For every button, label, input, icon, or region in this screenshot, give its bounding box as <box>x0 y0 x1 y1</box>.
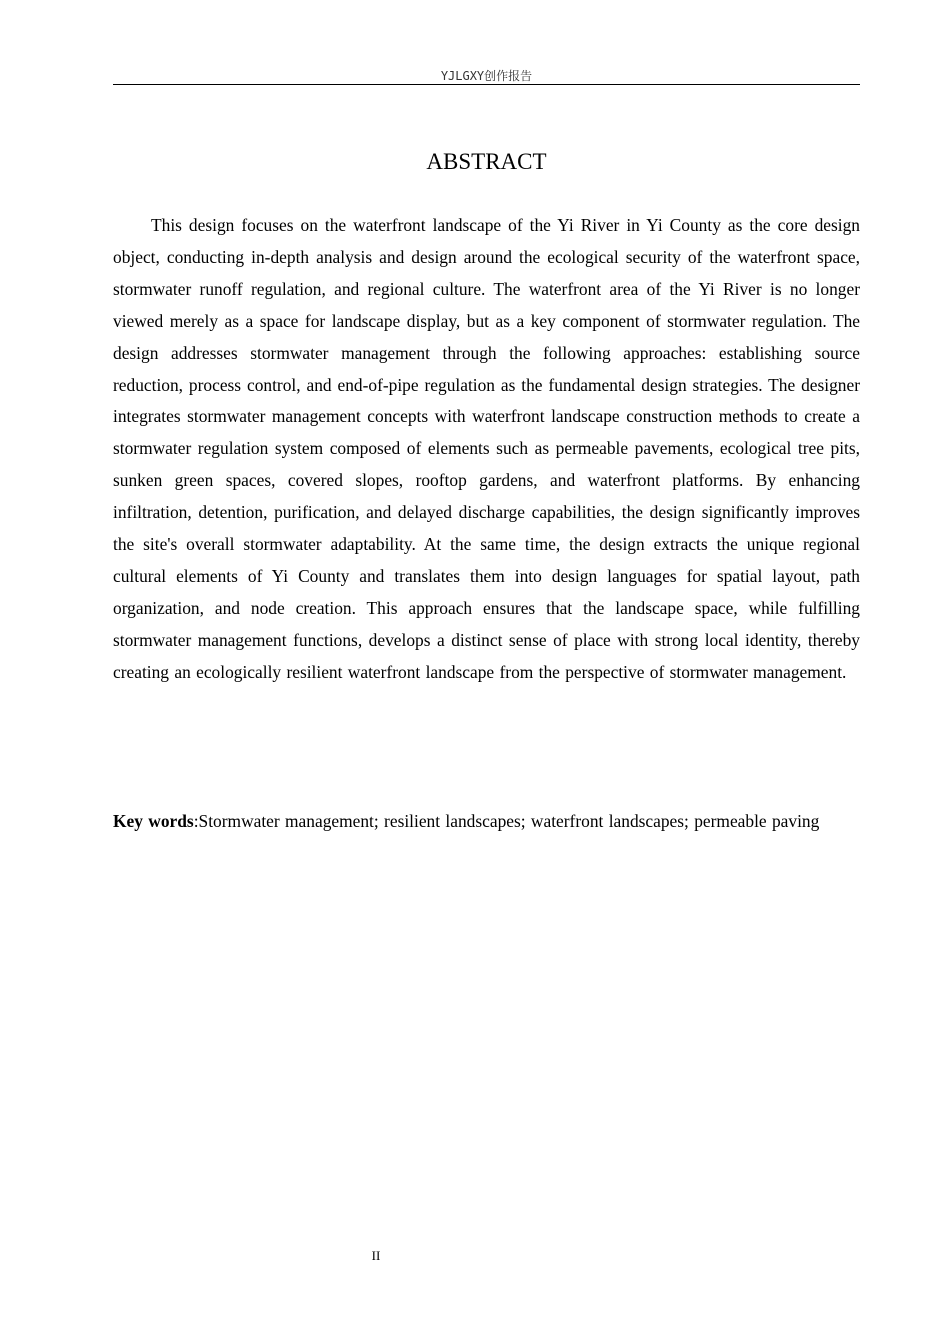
keywords-separator: : <box>193 811 199 831</box>
page-header <box>113 66 860 85</box>
keywords-label: Key words <box>113 811 194 831</box>
header-text: YJLGXY创作报告 <box>440 69 533 83</box>
keywords-text: Stormwater management; resilient landscapes; waterfront landscapes; permeable paving <box>198 811 820 831</box>
abstract-body: This design focuses on the waterfront landscape of the Yi River in Yi County as the core design object, conducting in-depth analysis and design around the ecological security of the waterfront space, stormwater runoff regulation, and regional culture. The waterfront area of the Yi River is no longer viewed merely as a space for landscape display, but as a key component of stormwater regulation. The design addresses stormwater management through the following approaches: establishing source reduction, process control, and end-of-pipe regulation as the fundamental design strategies. The designer integrates stormwater management concepts with waterfront landscape construction methods to create a stormwater regulation system composed of elements such as permeable pavements, ecological tree pits, sunken green spaces, covered slopes, rooftop gardens, and waterfront platforms. By enhancing infiltration, detention, purification, and delayed discharge capabilities, the design significantly improves the site's overall stormwater adaptability. At the same time, the design extracts the unique regional cultural elements of Yi County and translates them into design languages for spatial layout, path organization, and node creation. This approach ensures that the landscape space, while fulfilling stormwater management functions, develops a distinct sense of place with strong local identity, thereby creating an ecologically resilient waterfront landscape from the perspective of stormwater management. <box>113 215 860 682</box>
page-number: II <box>371 1248 381 1263</box>
keywords-paragraph <box>113 809 854 833</box>
abstract-title: ABSTRACT <box>426 149 547 174</box>
